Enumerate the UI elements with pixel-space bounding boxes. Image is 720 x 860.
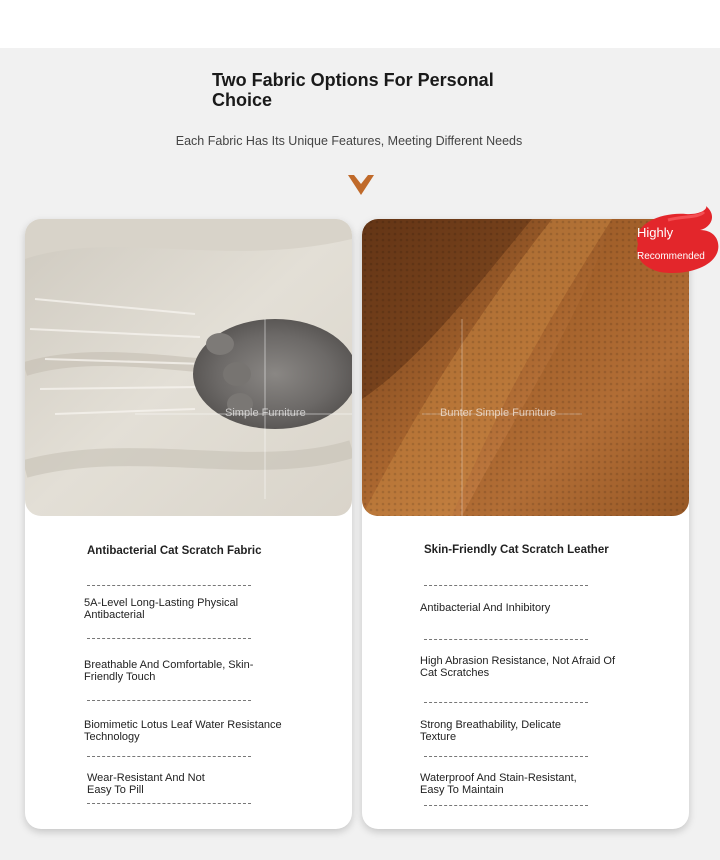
page-subtitle: Each Fabric Has Its Unique Features, Meeting Different Needs — [175, 134, 523, 148]
feature-item: Antibacterial And Inhibitory — [420, 602, 551, 614]
photo-watermark: Bunter Simple Furniture — [440, 407, 557, 419]
flame-badge-icon — [628, 206, 720, 276]
page-title: Two Fabric Options For Personal Choice — [212, 70, 494, 110]
divider — [424, 702, 588, 703]
card-title: Antibacterial Cat Scratch Fabric — [87, 545, 262, 557]
down-arrow-icon — [348, 175, 374, 195]
divider — [424, 585, 588, 586]
divider — [87, 585, 251, 586]
divider — [87, 700, 251, 701]
divider — [424, 756, 588, 757]
divider — [87, 638, 251, 639]
divider — [87, 756, 251, 757]
feature-item: Biomimetic Lotus Leaf Water Resistance Technology — [84, 719, 282, 743]
badge-label: Highly — [637, 225, 674, 240]
feature-item: Waterproof And Stain-Resistant, Easy To Maintain — [420, 772, 577, 796]
feature-item: 5A-Level Long-Lasting Physical Antibacterial — [84, 597, 239, 621]
feature-item: High Abrasion Resistance, Not Afraid Of Cat Scratches — [420, 655, 616, 679]
feature-item: Wear-Resistant And Not Easy To Pill — [87, 772, 205, 796]
divider — [424, 805, 588, 806]
photo-watermark: Simple Furniture — [225, 407, 306, 419]
divider — [424, 639, 588, 640]
badge-sublabel: Recommended — [637, 251, 705, 262]
feature-item: Strong Breathability, Delicate Texture — [420, 719, 562, 743]
card-title: Skin-Friendly Cat Scratch Leather — [424, 544, 609, 556]
fabric-option-card — [25, 219, 352, 829]
leather-option-card — [362, 219, 689, 829]
divider — [87, 803, 251, 804]
fabric-photo — [25, 219, 352, 516]
feature-item: Breathable And Comfortable, Skin-Friendly Touch — [84, 659, 254, 683]
